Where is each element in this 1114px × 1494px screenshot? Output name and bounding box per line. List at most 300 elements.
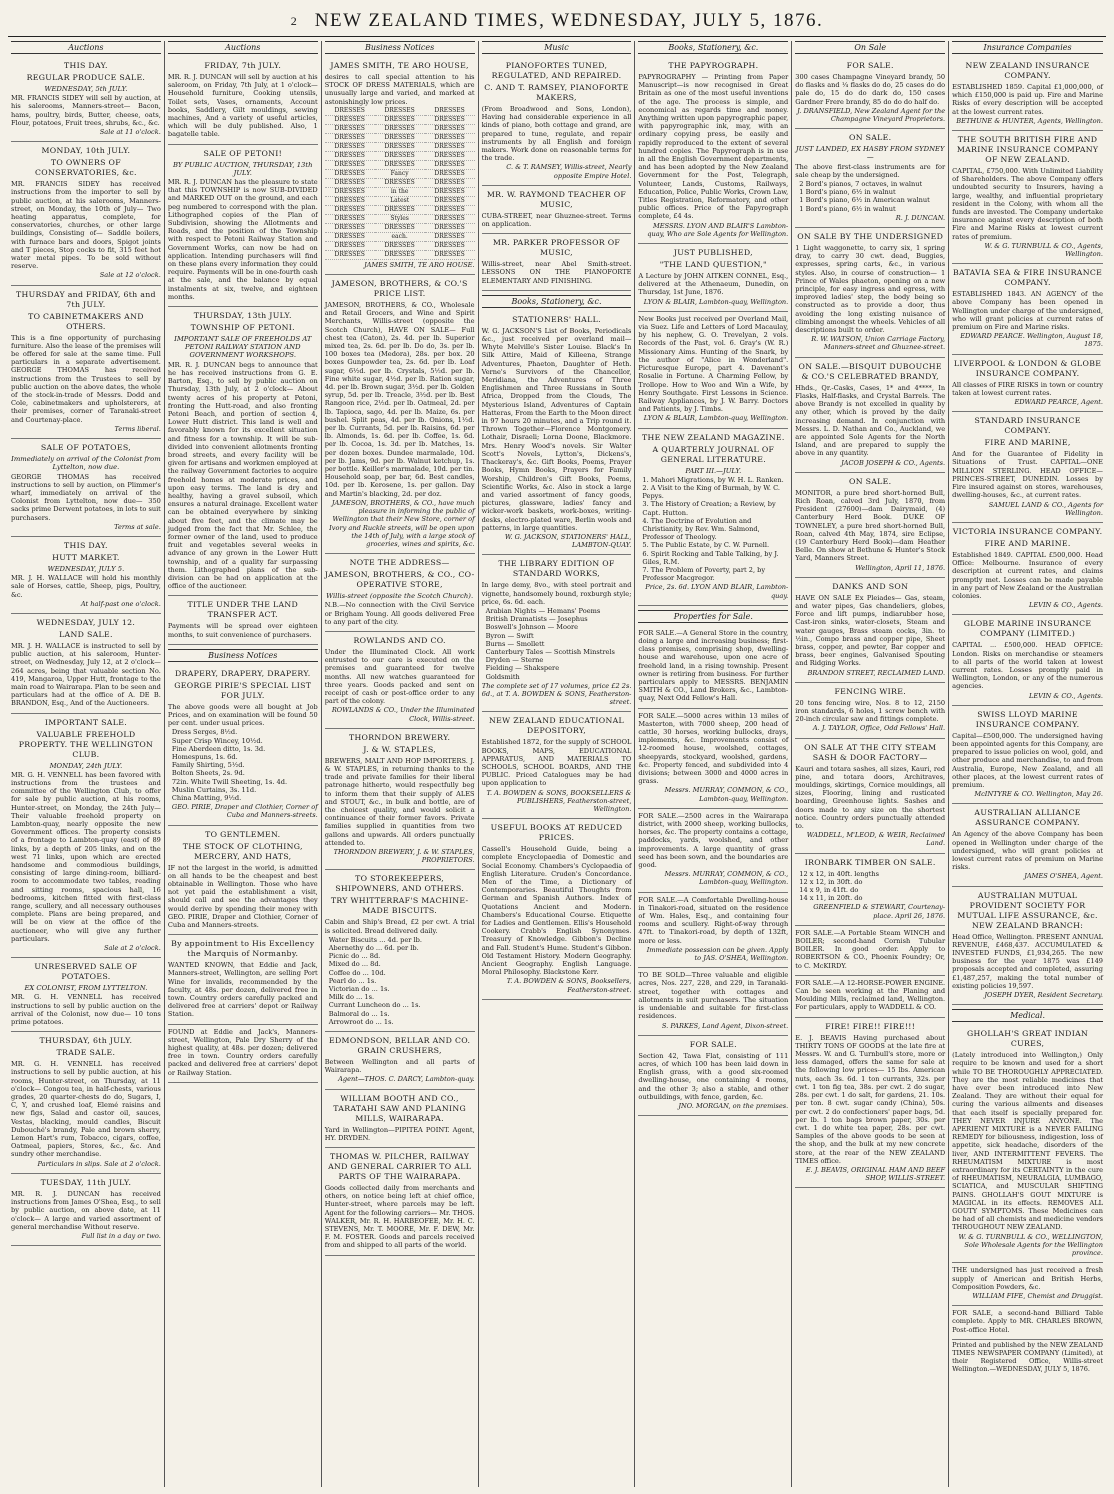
ad-signature: Messrs. MURRAY, COMMON, & CO., Lambton-quay, Wellington.: [664, 786, 789, 803]
dresses-cell: DRESSES: [375, 143, 425, 152]
dresses-cell: DRESSES: [375, 152, 425, 161]
advertisement: [952, 1025, 1103, 1263]
ad-signature: Agent—THOS. C. DARCY, Lambton-quay.: [338, 1075, 475, 1084]
dresses-cell: DRESSES: [375, 179, 425, 188]
ad-title: C. AND T. RAMSEY, PIANOFORTE MAKERS,: [484, 83, 629, 102]
list-item: 1. Mahori Migrations, by W. H. L. Ranken.: [642, 475, 784, 484]
list-item: Family Shirting, 5½d.: [171, 761, 245, 770]
list-item: Picnic do ... 8d.: [328, 952, 381, 961]
ad-heading: IRONBARK TIMBER ON SALE.: [804, 857, 936, 867]
ad-heading: GLOBE MARINE INSURANCE COMPANY (LIMITED.): [963, 619, 1092, 639]
column-auctions-1: [8, 41, 165, 1487]
dresses-cell: DRESSES: [425, 215, 475, 224]
ad-subheading: Willis-street (opposite the Scotch Church).: [326, 592, 474, 601]
ad-body: An Agency of the above Company has been opened in Wellington under charge of the undersigned, who will grant policies at lowest current rates of premium on Marine risks.: [952, 830, 1103, 872]
ad-title: J. & W. STAPLES,: [363, 744, 436, 754]
advertisement: [325, 870, 475, 1032]
ad-heading: DRAPERY, DRAPERY, DRAPERY.: [174, 668, 311, 678]
ad-heading: JAMESON, BROTHERS, & CO.'S PRICE LIST.: [331, 279, 468, 299]
advertisement: [325, 1148, 475, 1256]
ad-subheading: IMPORTANT SALE OF FREEHOLDS AT PETONI RAILWAY STATION AND GOVERNMENT WORKSHOPS.: [174, 335, 312, 360]
ad-body: FOR SALE.—A 12-HORSE-POWER ENGINE. Can be seen working at the Planing and Moulding Mills, reclaimed land, Wellington. For particulars, apply to WADDELL & CO.: [795, 978, 946, 1012]
ad-heading: STANDARD INSURANCE COMPANY.: [974, 416, 1081, 436]
ad-body: CAPITAL ... £500,000. HEAD OFFICE: London. Risks on merchandise or steamers to all parts of the world taken at lowest current rates. Losses promptly paid in Wellington, London, or any of the numerous agencies.: [952, 641, 1103, 691]
ad-title: THE STOCK OF CLOTHING, MERCERY, AND HATS,: [182, 841, 303, 861]
dresses-cell: Fancy: [375, 170, 425, 179]
ad-signature: JAMES SMITH, TE ARO HOUSE.: [364, 260, 475, 269]
list-item: 1 Bord's piano, 6½ in walnut: [799, 188, 896, 197]
ad-heading: FOR SALE.: [846, 61, 894, 70]
ad-signature: Sale at 2 o'clock.: [103, 944, 161, 953]
advertisement-james-smith: [325, 57, 475, 275]
list-item: Burns — Smollett: [485, 639, 545, 648]
ad-heading: THE NEW ZEALAND MAGAZINE.: [641, 432, 785, 442]
ad-heading: THIS DAY.: [64, 540, 108, 550]
ad-signature: MESSRS. LYON AND BLAIR'S Lambton-quay, Who are Sole Agents for Wellington.: [647, 221, 789, 238]
ad-subheading: WEDNESDAY, 5th JULY.: [44, 85, 128, 93]
ad-signature: BRANDON STREET, RECLAIMED LAND.: [807, 668, 946, 677]
ad-body: CAPITAL, £750,000. With Unlimited Liability of Shareholders. The above Company offers undoubted security to Insurers, having a large, wealthy, and influential proprietary resident in the Colony, with whom all the funds are invested. The Company undertake insurance against every description of both Fire and Marine Risks at lowest current rates of premium.: [952, 167, 1103, 241]
column-books-properties: [635, 41, 792, 1487]
dresses-cell: DRESSES: [375, 251, 425, 260]
advertisement: [168, 145, 318, 307]
ad-body: Head Office, Wellington. PRESENT ANNUAL REVENUE, £468,437. ACCUMULATED & INVESTED FUNDS, £1,934,265. The new business for the year 1875 was £149 proposals accepted and completed, assuring £1,487,257, making the total number of existing policies 19,597.: [952, 932, 1103, 990]
ad-body: (Lately introduced into Wellington,) Only require to be known and used for a short while TO BE THOROUGHLY APPRECIATED. They are the most reliable medicines that have ever been introduced into New Zealand. They are without their equal for curing the various ailments and diseases that each itself is specially prepared for. THEY NEVER INJURE ANYONE. The APERIENT MIXTURE is a NEVER FAILING REMEDY for biliousness, indigestion, loss of appetite, sick headache, disorders of the liver, AND INTERMITTENT FEVERS. The RHEUMATISM MIXTURE is most extraordinary for its CERTAINTY in the cure of RHEUMATISM, NEURALGIA, LUMBAGO, SCIATICA, and MUSCULAR SHIFTING PAINS. GHOLLAH'S GOUT MIXTURE is MAGICAL in its effects. REMOVES ALL GOUTY SYMPTOMS. These Medicines can be had of all chemists and medicine vendors THROUGHOUT NEW ZEALAND.: [952, 1051, 1103, 1232]
ad-signature: JNO. MORGAN, on the premises.: [678, 1101, 789, 1110]
ad-signature: Immediate possession can be given. Apply to JAS. O'SHEA, Wellington.: [646, 945, 789, 963]
dresses-cell: DRESSES: [325, 161, 375, 170]
advertisement: [325, 1032, 475, 1090]
dresses-cell: DRESSES: [375, 206, 425, 215]
ad-title: TO OWNERS OF CONSERVATORIES, &c.: [34, 158, 137, 178]
dresses-cell: DRESSES: [325, 179, 375, 188]
ad-subheading: EX COLONIST, FROM LYTTELTON.: [24, 984, 148, 993]
ad-body: FOR SALE.—A General Store in the country, doing a large and increasing business; first-class premises, comprising shop, dwelling-house and warehouse, upon one acre of freehold land, in a rising township. Present owner is retiring from business. For further particulars apply to MESSRS. BENJAMIN SMITH & CO., Land Brokers, &c., Lambton-quay, Next Odd Fellow's Hall.: [638, 628, 789, 703]
dresses-cell: DRESSES: [425, 152, 475, 161]
advertisement: [952, 412, 1103, 523]
dresses-cell: DRESSES: [375, 134, 425, 143]
ad-body: Cabin and Ship's Bread, £2 per cwt. A trial is solicited. Bread delivered daily.: [324, 918, 475, 935]
ad-body: IF not the largest in the world, is admitted on all hands to be the cheapest and best obtainable in Wellington. Those who have not yet paid the establishment a visit, should call and see the advantages they would derive by spending their money with GEO. PIRIE, Draper and Clothier, Corner of Cuba and Manners-streets.: [167, 863, 318, 930]
list-item: 1 Bord's piano, 6½ in American walnut: [799, 196, 930, 205]
ad-heading: ON SALE AT THE CITY STEAM SASH & DOOR FACTORY—: [804, 742, 937, 762]
dresses-cell: DRESSES: [325, 170, 375, 179]
advertisement: [168, 307, 318, 596]
list-item: 12 x 12, in 40ft. lengths: [799, 869, 880, 878]
column-on-sale: [792, 41, 949, 1487]
advertisement: [795, 1018, 945, 1189]
ad-body: MR. R. J. DUNCAN will sell by auction at his saleroom, on Friday, 7th July, at 1 o'clock— Household furniture, Cooking utensils, Toilet sets, Vases, ornaments, Account books, Saddlery, Gilt mouldings, sewing machines, And a variety of useful articles, which will be duly published. Also, 1 bagatelle table.: [167, 73, 318, 139]
ad-signature: THORNDON BREWERY, J. & W. STAPLES, PROPRIETORS.: [333, 847, 475, 865]
advertisement: [638, 709, 788, 809]
ad-heading: THORNDON BREWERY.: [348, 732, 451, 742]
column-insurance-medical: [949, 41, 1106, 1487]
ad-heading: ON SALE.—BISQUIT DUBOUCHE & CO.'S CELEBRATED BRANDY,: [798, 361, 942, 381]
dresses-cell: DRESSES: [425, 179, 475, 188]
ad-body: MR. FRANCIS SIDEY has received instructions from the importer to sell by public auction, at his salerooms, Manners-street, on Monday, the 10th of July— Two heating apparatus, complete, for conservatories, churches, or other large buildings, Consisting of— Saddle boilers, with furnace bars and doors, Spigot joints and T pieces, Stop cocks to fit, 315 feet hot water metal pipes. To be sold without reserve.: [11, 180, 161, 271]
dresses-cell: Latest: [375, 197, 425, 206]
dresses-cell: DRESSES: [325, 215, 375, 224]
ad-heading: IMPORTANT SALE.: [44, 717, 127, 727]
advertisement: [168, 596, 318, 644]
ad-heading: AUSTRALIAN MUTUAL PROVIDENT SOCIETY FOR MUTUAL LIFE ASSURANCE, &c. NEW ZEALAND BRANCH:: [957, 890, 1098, 930]
ad-subheading: JUST LANDED, EX HASBY FROM SYDNEY—: [795, 145, 945, 162]
ad-heading: WEDNESDAY, JULY 12.: [36, 617, 136, 627]
dresses-cell: DRESSES: [425, 224, 475, 233]
advertisement: [482, 234, 632, 291]
ad-body: TO BE SOLD—Three valuable and eligible acres, Nos. 227, 228, and 229, in Taranaki-street, together with cottages and allotments in suit purchasers. The situation is undeniable and suitable for first-class residences.: [638, 971, 789, 1021]
ad-body: E. J. BEAVIS Having purchased about THIRTY TONS OF GOODS at the late fire at Messrs. W. and G. Turnbull's store, more or less damaged, offers the same for sale at the following low prices— 15 lbs. American nuts, each 3s. 6d. 1 ton currants, 32s. per cwt. 1 ton fig tea, 38s. per cwt. 2 do sugar, 28s. per cwt. 1 do salt, for gardens, 21. 10s. per ton. 8 cwt. sugar candy (China), 50s. per cwt. 2 do confectioners' paper bags, 5d. per lb. 1 ton bags brown paper, 30s. per cwt. 1 do white tea paper, 28s. per cwt. Samples of the above goods to be seen at the shop, and the bulk at my new concrete store, at the rear of the NEW ZEALAND TIMES office.: [795, 1033, 946, 1165]
ad-subheading: Immediately on arrival of the Colonist from Lyttelton, now due.: [11, 455, 161, 472]
dresses-cell: DRESSES: [425, 251, 475, 260]
column-auctions-2: [165, 41, 322, 1487]
ad-subheading: WEDNESDAY, JULY 5.: [47, 564, 125, 573]
ad-body: Willis-street, near Abel Smith-street. LESSONS ON THE PIANOFORTE ELEMENTARY AND FINISHING.: [481, 260, 632, 285]
ad-heading: TO GENTLEMEN.: [205, 829, 281, 839]
ad-heading: FRIDAY, 7th JULY.: [204, 61, 282, 70]
advertisement: [952, 887, 1103, 1006]
advertisement: [11, 439, 161, 537]
ad-signature: J. DRANSFIELD, New Zealand Agent for the Champagne Vineyard Proprietors.: [797, 106, 946, 124]
advertisement: [638, 312, 788, 429]
list-item: Fine Aberdeen ditto, 1s. 3d.: [171, 744, 266, 753]
dresses-cell: DRESSES: [425, 134, 475, 143]
ad-list: [168, 728, 318, 802]
ad-body: desires to call special attention to his STOCK OF DRESS MATERIALS, which are unusually large and varied, and marked at astonishingly low prices.: [324, 73, 475, 106]
dresses-grid: [325, 107, 475, 260]
ad-body: MR. R. J. DUNCAN begs to announce that he has received instructions from G. E. Barton, Esq., to sell by public auction on Thursday, 13th July, at 2 o'clock— About twenty acres of his property at Petoni, fronting the Hutt-road, and also fronting Petoni Beach, and portion of section 4, Lower Hutt district. This land is well and favorably known for its excellent situation and fitness for a township. It will be sub-divided into convenient allotments fronting broad streets, and every facility will be given for artisans and workmen employed at the railway Government factories to acquire freehold homes at moderate prices, and upon easy terms. The land is dry and healthy, having a gravel subsoil, which ensures a natural drainage. Excellent water can be obtained everywhere by sinking about five feet, and the climate may be judged from the fact that Mr. Schlee, the former owner of the land, used to produce fruit and vegetables several weeks in advance of any grown in the Lower Hutt township, and of a quality far surpassing them. Lithographed plans of the sub-division can be had on application at the office of the auctioneer.: [167, 360, 318, 591]
dresses-cell: DRESSES: [375, 224, 425, 233]
ad-title: "THE LAND QUESTION,": [659, 260, 767, 270]
list-item: 72in. White Twill Sheeting, 1s. 4d.: [171, 777, 288, 786]
list-item: British Dramatists — Josephus: [485, 615, 588, 624]
advertisement: [482, 819, 632, 1000]
list-item: Muslin Curtains, 3s. 11d.: [171, 785, 257, 794]
ad-body: This is a fine opportunity of purchasing furniture. Also the lease of the premises will be offered for sale at the same time. Full particulars in a separate advertisement. GEORGE THOMAS has received instructions from the Trustees to sell by public auction on the above dates, the whole of the stock-in-trade of Messrs. Dodd and Cole, cabinetmakers and upholsterers, at their premises, corner of Taranaki-street and Courtenay-place.: [11, 333, 161, 424]
ad-heading: WILLIAM BOOTH AND CO., TARATAHI SAW AND PLANING MILLS, WAIRARAPA.: [333, 1093, 467, 1123]
advertisement: [11, 1174, 161, 1246]
ad-title: LAND SALE.: [59, 629, 113, 639]
ad-title: TOWNSHIP OF PETONI.: [190, 323, 295, 333]
advertisement: [168, 1025, 318, 1083]
ad-signature: W. & G. TURNBULL & CO., Agents, Wellington.: [984, 241, 1103, 259]
advertisement: [795, 129, 945, 228]
advertisement: [482, 186, 632, 234]
dresses-cell: DRESSES: [425, 188, 475, 197]
dresses-cell: Styles: [375, 215, 425, 224]
ad-heading: FOR SALE.: [689, 1039, 737, 1049]
dresses-cell: DRESSES: [425, 116, 475, 125]
dresses-cell: DRESSES: [325, 197, 375, 206]
ad-heading: ON SALE.: [849, 476, 892, 486]
ad-body: 1 Light waggonette, to carry six, 1 spring dray, to carry 30 cwt. dead, Buggies, expresses, spring carts, &c., in various styles. Also, in course of construction— 1 Prince of Wales phaeton, opening on a new principle, for easy ingress and egress, with improved ladies' step, the body being so constructed as to provide a door, thus avoiding the long existing nuisance of climbing amongst the wheels. Vehicles of all descriptions built to order.: [795, 244, 946, 335]
section-header: Auctions: [11, 41, 161, 54]
list-item: Byron — Swift: [485, 631, 534, 640]
ad-heading: ON SALE BY THE UNDERSIGNED: [797, 232, 944, 242]
ad-body: New Books just received per Overland Mail, via Suez. Life and Letters of Lord Macaulay, by his nephew, G. O. Trevelyan, 2 vols. Records of the Past, vol. 6. Gray's (W. R.) Missionary Aims. Hunting of the Snark, by the author of "Alice in Wonderland". Picturesque Europe, part 4. Davenant's Rosalie in Fortune. A Charming Fellow, by Trollope. How to Woo and Win a Wife, by Henry Southgate. First Lessons in Science. Railway Appliances, by J. W. Barry. Doctors and Patients, by J. Timbs.: [638, 314, 789, 414]
advertisement: [795, 228, 945, 358]
advertisement: [11, 958, 161, 1032]
list-item: Abernethy do ... 6d. per lb.: [328, 944, 419, 952]
ad-heading: TUESDAY, 11th JULY.: [40, 1177, 132, 1187]
ad-body: JAMESON, BROTHERS, & CO., Wholesale and Retail Grocers, and Wine and Spirit Merchants, Willis-street (opposite the Scotch Church), HAVE ON SALE— Full chest tea (Caton), 2s. 4d. per lb. Superior mixed tea, 2s. 6d. per lb. Do do, 3s. per lb. 100 boxes tea (Medora), 28s. per box. 20 boxes Gunpowder tea, 2s. 6d. per lb. Loaf sugar, 6½d. per lb. Crystals, 5½d. per lb. Fine white sugar, 4½d. per lb. Ration sugar, 4d. per lb. Brown sugar, 3½d. per lb. Golden syrup, 5d. per lb. Treacle, 3½d. per lb. Best Rangoon rice, 2½d. per lb. Oatmeal, 2d. per lb. Tapioca, sago, 4d. per lb. Maize, 6s. per bushel. Split peas, 4d. per lb. Onions, 1½d. per lb. Currants, 5d. per lb. Raisins, 6d. per lb. Almonds, 1s. 6d. per lb. Coffee, 1s. 6d. per lb. Cocoa, 1s. 3d. per lb. Matches, 1s. per dozen boxes. Dundee marmalade, 10d. per lb. Jams, 9d. per lb. Walnut ketchup, 1s. per bottle. Keiller's marmalade, 10d. per tin. Household soap, per bar, 6d. Best candles, 10d. per lb. Kerosene, 1s. per gallon. Day and Martin's blacking, 2d. per doz.: [324, 301, 475, 498]
ad-signature: Terms liberal.: [114, 424, 161, 433]
ad-signature: JOSEPH DYER, Resident Secretary.: [984, 991, 1103, 1000]
advertisement: [638, 57, 788, 244]
ad-body: MR. J. H. WALLACE is instructed to sell by public auction, at his saleroom, Hunter-street, on Wednesday, July 12, at 2 o'clock— 264 acres, being that valuable section No. 419, Mangaroa, Upper Hutt, frontage to the main road to Wairarapa. Plan to be seen and particulars had at the office of A. DE B. BRANDON, Esq., And of the Auctioneers.: [11, 641, 161, 708]
dresses-cell: DRESSES: [375, 242, 425, 251]
ad-title: JAMESON, BROTHERS, & CO., CO-OPERATIVE STORE,: [324, 570, 475, 590]
advertisement: [11, 614, 161, 714]
ad-title: REGULAR PRODUCE SALE.: [26, 73, 146, 82]
ad-signature: T. A. BOWDEN & SONS, Booksellers, Featherston-street.: [506, 977, 632, 994]
ad-body: ESTABLISHED 1859. Capital £1,000,000, of which £150,000 is paid up. Fire and Marine Risks of every description will be accepted at the lowest current rates.: [952, 83, 1103, 116]
ad-signature: Messrs. MURRAY, COMMON, & CO., Lambton-quay, Wellington.: [664, 870, 789, 887]
ad-body: MR. G. H. VENNELL has been favored with instructions from the trustees and committee of the Wellington Club, to offer for sale by public auction, at his rooms, Hunter-street, on Monday, the 24th July— Their valuable freehold property on Lambton-quay, nearly opposite the new Government offices. The property consists of a frontage to Lambton-quay (east) of 89 links, by a depth of 205 links, and on the west 71 links, upon which are erected handsome and commodious buildings, consisting of large dining-room, billiard-room to accommodate two tables, reading and sitting rooms, spacious hall, 16 bedrooms, kitchen fitted with first-class range, scullery, and all necessary outhouses complete. Plans are being prepared, and will be on view at the office of the auctioneer, who will give any further particulars.: [11, 770, 161, 943]
ad-body: N.B.—No connection with the Civil Service or Brigham Young. All goods delivered Free to any part of the city.: [324, 601, 475, 626]
ad-body: Under the Illuminated Clock. All work entrusted to our care is executed on the premises and guaranteed for twelve months. All new watches guaranteed for three years. Goods packed and sent on receipt of cash or post-office order to any part of the colony.: [324, 647, 475, 706]
ad-signature: LEVIN & CO., Agents.: [1028, 691, 1103, 700]
ad-body: MR. R. J. DUNCAN has received instructions from James O'Shea, Esq., to sell by public auction, on above date, at 11 o'clock— A large and varied assortment of general merchandise Without reserve.: [11, 1189, 161, 1231]
dresses-cell: DRESSES: [325, 242, 375, 251]
ad-body: FOR SALE.—A Portable Steam WINCH and BOILER; second-hand Cornish Tubular BOILER. In good order. Apply to ROBERTSON & CO., Phoenix Foundry; Or, to C. McKIRDY.: [795, 928, 946, 970]
ad-heading: SALE OF PETONI!: [203, 148, 283, 158]
ad-signature: LYON & BLAIR, Lambton-quay, Wellington.: [643, 414, 789, 423]
ad-body: MONITOR, a pure bred short-horned Bull, Rich Roan, calved 3rd July, 1870, from President (27600)—dam Dairymaid, (4) Canterbury Herd Book. DUKE OF TOWNELEY, a pure bred short-horned Bull, Roan, calved 4th May, 1874, sire Eclipse, (19 Canterbury Herd Book)—dam Heather Belle. On show at Bethune & Hunter's Stock Yard, Manners Street.: [795, 488, 946, 563]
advertisement: [638, 429, 788, 606]
ad-heading: GHOLLAH'S GREAT INDIAN CURES,: [967, 1029, 1089, 1049]
ad-heading: LIVERPOOL & LONDON & GLOBE INSURANCE COMPANY.: [953, 358, 1102, 378]
list-item: Super Crisp Wincey, 10½d.: [171, 736, 263, 745]
ad-heading: MONDAY, 10th JULY.: [41, 146, 131, 156]
dresses-cell: DRESSES: [375, 125, 425, 134]
list-item: China Matting, 9½d.: [171, 794, 242, 803]
ad-heading: AUSTRALIAN ALLIANCE ASSURANCE COMPANY.: [974, 808, 1081, 828]
ad-signature: SAMUEL LAND & CO., Agents for Wellington.: [988, 500, 1103, 517]
advertisement: [638, 968, 788, 1035]
ad-signature: JAMES O'SHEA, Agent.: [1024, 872, 1103, 881]
section-header: Insurance Companies: [952, 41, 1103, 54]
ad-body: FOR SALE.—2500 acres in the Wairarapa district, with 2000 sheep, working bullocks, horses, &c. The property contains a cottage, paddocks, yards, woolshed, and other improvements. A large quantity of grass seed has been sown, and the boundaries are good.: [638, 811, 789, 870]
printer-imprint: Printed and published by the NEW ZEALAND TIMES NEWSPAPER COMPANY (Limited), at their Registered Office, Willis-street Wellington.—WEDNESDAY, JULY 5, 1876.: [952, 1340, 1103, 1373]
ad-body: PAPYROGRAPHY — Printing from Paper Manuscript—is now recognised in Great Britain as one of the most useful inventions of the age. The process is simple, and economical as regards time and money. Anything written upon papyrographic paper, with papyrographic ink, may, with an ordinary copying press, be easily and rapidly reproduced to the extent of several hundred copies. The Papyrograph is in use in all the English Government departments, and has been adopted by the New Zealand Government for the Post, Telegraph, Volunteer, Lands, Customs, Railways, Education, Police, Public Works, Crown Law, Titles Registration, Reformatory, and other public offices. Price of the Papyrograph complete, £4 4s.: [638, 73, 789, 221]
ad-title: A QUARTERLY JOURNAL OF GENERAL LITERATURE.: [652, 444, 775, 464]
ad-body: Established 1872, for the supply of SCHOOL BOOKS, MAPS, EDUCATIONAL APPARATUS, AND MATERIALS TO SCHOOLS, SCHOOL BOARDS, AND THE PUBLIC. Priced Catalogues may be had upon application to: [481, 738, 632, 788]
ad-body: MR. J. H. WALLACE will hold his monthly sale of Horses, cattle, Sheep, pigs, Poultry, &c.: [11, 574, 161, 599]
ad-body: MR. G. H. VENNELL has received instructions to sell by public auction on the arrival of the Colonist, now due— 10 tons prime potatoes.: [11, 993, 161, 1027]
ad-body: Yard in Wellington—PIPITEA POINT. Agent, HY. DRYDEN.: [324, 1125, 475, 1142]
advertisement: [795, 976, 945, 1018]
list-item: Milk do ... 1s.: [328, 993, 375, 1002]
ad-body: 20 tons fencing wire, Nos. 8 to 12, 2150 iron standards, 6 holes, 1 screw bench with 20-inch circular saw and fittings complete.: [795, 698, 946, 724]
ad-body: HAVE ON SALE Ex Pleiades— Gas, steam, and water pipes, Gas chandeliers, globes, Force and lift pumps, indiarubber hose, Cast-iron sinks, water-closets, Steam and water gauges, Brass steam cocks, 3in. to ½in., Compo brass and copper pipe, Sheet brass, copper, and pewter, Bar copper and brass, beer engines, Galvanised Spouting and Ridging Works.: [795, 593, 946, 668]
ad-title: GEORGE PIRIE'S SPECIAL LIST FOR JULY.: [174, 680, 312, 700]
section-header: Business Notices: [325, 41, 475, 54]
dresses-cell: DRESSES: [325, 251, 375, 260]
advertisement: [795, 57, 945, 129]
ad-list: [325, 936, 475, 1026]
ad-title: VALUABLE FREEHOLD PROPERTY. THE WELLINGTON CLUB.: [18, 729, 154, 759]
ad-body: The above first-class instruments are for sale cheap by the undersigned.: [795, 162, 946, 179]
dresses-cell: DRESSES: [325, 152, 375, 161]
ad-signature: Sale at 12 o'clock.: [99, 271, 161, 280]
ad-signature: LYON & BLAIR, Lambton-quay, Wellington.: [643, 297, 789, 306]
list-item: Balmoral do ... 1s.: [328, 1009, 390, 1018]
ad-body: THE undersigned has just received a fresh supply of American and British Herbs, Composition Powders, &c.: [952, 1266, 1103, 1291]
ad-body: FOR SALE.—5000 acres within 13 miles of Masterton, with 7000 sheep, 200 head of cattle, 30 horses, working bullocks, drays, implements, &c. Improvements consist of 12-roomed house, woolshed, cottages, sheepyards, stockyard, woolshed, gardens, &c. Property fenced, and subdivided into 4 divisions; between 3000 and 4000 acres in grass.: [638, 711, 789, 786]
section-header: Books, Stationery, &c.: [482, 295, 632, 308]
ad-body: (From Broadwood and Sons, London), Having had considerable experience in all kinds of piano, both cottage and grand, are prepared to tune, regulate, and repair instruments by all English and foreign makers. Work done on reasonable terms for the trade.: [481, 105, 632, 163]
ad-signature: W. & G. TURNBULL & CO., WELLINGTON, Sole Wholesale Agents for the Wellington province.: [958, 1232, 1103, 1258]
ad-heading: MR. PARKER PROFESSOR OF MUSIC,: [492, 238, 621, 258]
advertisement: [11, 1032, 161, 1174]
dresses-cell: DRESSES: [425, 197, 475, 206]
dresses-cell: DRESSES: [325, 206, 375, 215]
ad-heading: SWISS LLOYD MARINE INSURANCE COMPANY.: [975, 709, 1080, 729]
advertisement: [11, 286, 161, 439]
section-header: Music: [482, 41, 632, 54]
advertisement: [795, 926, 945, 976]
ad-heading: ROWLANDS AND CO.: [353, 635, 446, 645]
section-header: Auctions: [168, 41, 318, 54]
dresses-cell: DRESSES: [325, 188, 375, 197]
ad-heading: THE SOUTH BRITISH FIRE AND MARINE INSURANCE COMPANY OF NEW ZEALAND.: [956, 135, 1099, 165]
advertisement: [952, 615, 1103, 705]
ad-signature: Wellington, April 11, 1876.: [855, 563, 946, 572]
ad-heading: THE LIBRARY EDITION OF STANDARD WORKS,: [498, 559, 615, 579]
ad-body: A Lecture by JOHN AITKEN CONNEL, Esq., delivered at the Athenaeum, Dunedin, on Thursday, 1st June, 1876.: [638, 272, 789, 297]
advertisement: [795, 358, 945, 473]
ad-body: 300 cases Champagne Vineyard brandy, 50 do flasks and ¼ flasks do do, 25 cases do do pale do, 15 do do dark do, 150 cases Gardner Frere brandy, 85 do do do half do.: [795, 73, 946, 106]
ad-signature: WADDELL, M'LEOD, & WEIR, Reclaimed Land.: [806, 831, 946, 848]
ad-body: ESTABLISHED 1843. AN AGENCY of the above Company has been opened in Wellington under charge of the undersigned, who will grant policies at current rates of premium on Fire and Marine risks.: [952, 290, 1103, 332]
ad-list: [638, 476, 788, 583]
ad-heading: TO STOREKEEPERS, SHIPOWNERS, AND OTHERS.: [335, 874, 465, 894]
advertisement: [795, 739, 945, 854]
columns: [8, 41, 1106, 1487]
dresses-cell: DRESSES: [425, 143, 475, 152]
ad-subheading: MONDAY, 24th JULY.: [49, 761, 123, 770]
ad-subheading: BY PUBLIC AUCTION, THURSDAY, 13th JULY.: [173, 160, 313, 177]
masthead: [8, 6, 1106, 37]
ad-body: Section 42, Tawa Flat, consisting of 111 acres, of which 100 has been laid down in English grass, with a good six-roomed dwelling-house, one containing 4 rooms, and the other 3; also a stable, and other outbuildings, with fence, garden, &c.: [638, 1051, 789, 1101]
ad-body: In large demy, 8vo., with steel portrait and vignette, handsomely bound, roxburgh style; price, 6s. 6d. each.: [481, 581, 632, 606]
list-item: 6. Spirit Rocking and Table Talking, by J. Giles, R.M.: [642, 549, 779, 566]
ad-heading: By appointment to His Excellency the Marquis of Normanby.: [171, 939, 315, 959]
ad-heading: THURSDAY and FRIDAY, 6th and 7th JULY.: [16, 289, 156, 309]
advertisement: [11, 142, 161, 285]
advertisement: [11, 714, 161, 959]
advertisement: [482, 712, 632, 819]
dresses-cell: DRESSES: [325, 116, 375, 125]
advertisement: [638, 626, 788, 709]
section-header: Medical.: [952, 1009, 1103, 1022]
advertisement: [952, 355, 1103, 413]
ad-heading: EDMONDSON, BELLAR AND CO. GRAIN CRUSHERS,: [329, 1036, 471, 1056]
ad-signature: WILLIAM FIFE, Chemist and Druggist.: [972, 1291, 1103, 1300]
ad-body: Kauri and totara sashes, all sizes, Kauri, red pine, and totara doors, Architraves, mouldings, skirtings, Cornice mouldings, all sizes, Flooring, lining and rusticated boarding, Greenhouse lights. Sashes and doors made to any size on the shortest notice. Country orders punctually attended to.: [795, 764, 946, 831]
ad-signature: Full list in a day or two.: [81, 1231, 161, 1240]
advertisement: [795, 854, 945, 926]
section-header: Business Notices: [168, 649, 318, 662]
ad-heading: JUST PUBLISHED,: [673, 248, 753, 258]
list-item: Fielding — Shakspere: [485, 664, 560, 673]
dresses-cell: DRESSES: [425, 125, 475, 134]
ad-heading: ON SALE.: [849, 133, 892, 143]
ad-body: FOR SALE.—A Comfortable Dwelling-house in Tinakori-road, situated on the residence of Wm. Hales, Esq., and containing four rooms and scullery. Right-of-way through 47ft. to Tinakori-road, by depth of 132ft, more or less.: [638, 895, 789, 945]
list-item: 7. The Problem of Poverty, part 2, by Professor Macgregor.: [642, 565, 766, 583]
dresses-cell: DRESSES: [325, 143, 375, 152]
ad-body: Established 1849. CAPITAL £500,000. Head Office: Melbourne. Insurance of every description at current rates, and claims promptly met. Losses can be made payable in any part of New Zealand or the Australian colonies.: [952, 550, 1103, 600]
ad-signature: LEVIN & CO., Agents.: [1028, 601, 1103, 610]
ad-signature: GEO. PIRIE, Draper and Clothier, Corner of Cuba and Manners-streets.: [171, 803, 318, 820]
page-title: NEW ZEALAND TIMES, WEDNESDAY, JULY 5, 1876.: [314, 10, 824, 31]
list-item: Canterbury Tales — Scottish Minstrels: [485, 647, 615, 656]
list-item: 14 x 9, in 41ft. do: [799, 886, 859, 895]
dresses-cell: DRESSES: [325, 224, 375, 233]
advertisement: [11, 537, 161, 614]
list-item: 14 x 11, in 20ft. do: [799, 894, 863, 903]
advertisement: [638, 809, 788, 893]
ad-heading: THIS DAY.: [64, 61, 108, 70]
ad-body: W. G. JACKSON'S List of Books, Periodicals &c., just received per overland mail— Whyte Melville's Sister Louise. Black's In Silk Attire, Maid of Killeena, Strange Adventures, Phaeton, Daughter of Heth. Verne's Survivors of the Chancellor, Meridiana, the Adventures of Three Englishmen and Three Russians in South Africa, Dropped from the Clouds, The Mysterious Island, Adventures of Captain Hatteras, From the Earth to the Moon direct in 97 hours 20 minutes, and a Trip round it. Thrown Together—Florence Montgomery. Lothair, Disraeli; Lorna Doone, Blackmore. Mrs. Henry Wood's novels. Sir Walter Scott's Novels, Lytton's, Dickens's, Thackeray's, &c. Gift Books, Poems, Prayer Books, Hymn Books, Prayers for Family Worship, Children's Gift Books, Poems, Scientific Works, &c. Also in stock a large and varied assortment of fancy goods, pictures, glassware, ladies' fancy and wicker-work baskets, work-boxes, writing-desks, electro-plated ware, Berlin wools and patterns, in large quantities.: [481, 326, 632, 532]
ad-heading: DANKS AND SON: [832, 581, 909, 591]
ad-body: Hhds., Qr.-Casks, Cases, 1* and 4****, In Flasks, Half-flasks, and Crystal Barrels. The above Brandy is not excelled in quality by any other, which is proved by the daily increasing demand. In conjunction with Messrs. L. D. Nathan and Co., Auckland, we are appointed Sole Agents for the North Island, and are prepared to supply the above in any quantity.: [795, 383, 946, 458]
advertisement: [325, 729, 475, 871]
ad-signature: Sale at 11 o'clock.: [99, 128, 161, 137]
ad-body: Goods collected daily from merchants and others, on notice being left at chief office, Hunter-street, where parcels may be left. Agent for the following carriers— Mr. THOS. WALKER, Mr. R. H. HARBEOFEE, Mr. H. C. STEVENS, Mr. T. MOORE, Mr. F. DEW, Mr. F. M. FOSTER. Goods and parcels received from and shipped to all parts of the world.: [324, 1184, 475, 1250]
dresses-cell: DRESSES: [425, 233, 475, 242]
ad-signature: The complete set of 17 volumes, price £2 2s. 6d., at T. A. BOWDEN & SONS, Featherston-street.: [481, 681, 632, 707]
dresses-cell: DRESSES: [375, 107, 425, 116]
ad-signature: GREENFIELD & STEWART, Courtenay-place. April 26, 1876.: [813, 903, 946, 920]
advertisement: [325, 1090, 475, 1148]
dresses-cell: in the: [375, 188, 425, 197]
list-item: Bolton Sheets, 2s. 9d.: [171, 769, 245, 778]
list-item: Goldsmith: [485, 672, 520, 681]
ad-heading: NEW ZEALAND EDUCATIONAL DEPOSITORY,: [488, 716, 624, 736]
advertisement: [482, 555, 632, 712]
advertisement: [168, 826, 318, 936]
dresses-cell: DRESSES: [425, 161, 475, 170]
advertisement: [952, 523, 1103, 615]
ad-signature: R. J. DUNCAN.: [895, 213, 946, 222]
column-music-books: [479, 41, 636, 1487]
advertisement: [168, 57, 318, 145]
ad-heading: FENCING WIRE.: [834, 686, 906, 696]
ad-body: FOR SALE, a second-hand Billiard Table complete. Apply to MR. CHARLES BROWN, Post-office Hotel.: [952, 1309, 1103, 1334]
section-header: Properties for Sale.: [638, 610, 788, 623]
list-item: 4. The Doctrine of Evolution and Christianity, by Rev. Wm. Salmond, Professor of Theology.: [642, 516, 760, 542]
ad-body: CUBA-STREET, near Ghuznee-street. Terms on application.: [481, 211, 632, 229]
list-item: 2 Bord's pianos, 7 octaves, in walnut: [799, 180, 923, 189]
ad-signature: EDWARD PEARCE, Agent.: [1014, 398, 1103, 407]
advertisement: [952, 804, 1103, 886]
list-item: 3. The History of Creation; a Review, by Capt. Hutton.: [642, 500, 776, 517]
ad-heading: THE PAPYROGRAPH.: [668, 61, 759, 70]
ad-heading: USEFUL BOOKS AT REDUCED PRICES.: [490, 823, 623, 843]
ad-body: Cassell's Household Guide, being a complete Encyclopaedia of Domestic and Social Economy. Chambers's Cyclopaedia of English Literature. Cruden's Concordance. Men of the Time, a Dictionary of Contemporaries. Beautiful Thoughts from German and Spanish Authors. Index of Quotations Ancient and Modern. Chambers's Educational Course. Etiquette for Ladies and Gentlemen. Ellis's Household Cookery. Crabb's English Synonymes. Treasury of Knowledge. Gibbon's Decline and Fall. Student's Hume. Student's Gibbon. Old Testament History. Modern Geography. Ancient Geography. English Language. Moral Philosophy. Blackstone Kerr.: [481, 845, 632, 977]
ad-signature: Particulars in slips. Sale at 2 o'clock.: [37, 1159, 161, 1168]
advertisement: [952, 264, 1103, 354]
ad-heading: NEW ZEALAND INSURANCE COMPANY.: [965, 61, 1090, 80]
ad-body: And for the Guarantee of Fidelity in Situations of Trust. CAPITAL—ONE MILLION STERLING. HEAD OFFICE—PRINCES-STREET, DUNEDIN. Losses by Fire insured against on stores, warehouses, dwelling-houses, &c., at current rates.: [952, 450, 1103, 500]
ad-signature: E. J. BEAVIS, ORIGINAL HAM AND BEEF SHOP, WILLIS-STREET.: [805, 1165, 946, 1183]
advertisement: [482, 311, 632, 555]
advertisement: [325, 554, 475, 632]
dresses-cell: DRESSES: [425, 107, 475, 116]
dresses-cell: each.: [375, 233, 425, 242]
